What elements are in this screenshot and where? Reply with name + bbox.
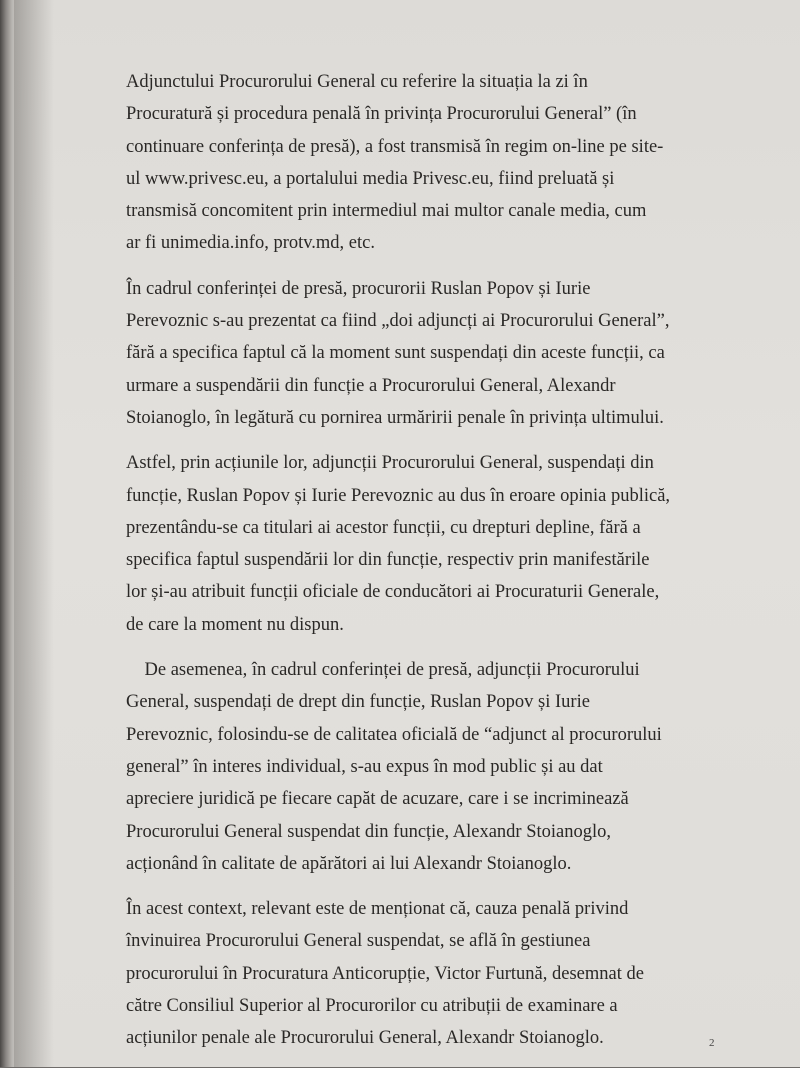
text-line: Procurorului General suspendat din funcție, Alexandr Stoianoglo, [126, 821, 612, 842]
text-line: Astfel, prin acțiunile lor, adjuncții Procurorului General, suspendați din [126, 453, 654, 474]
text-line: specifica faptul suspendării lor din funcție, respectiv prin manifestările [126, 550, 650, 571]
paragraph [126, 273, 726, 434]
text-line: fără a specifica faptul că la moment sunt suspendați din aceste funcții, ca [126, 343, 665, 364]
text-line: către Consiliul Superior al Procurorilor cu atribuții de examinare a [126, 996, 618, 1017]
text-line: acționând în calitate de apărători ai lui Alexandr Stoianoglo. [126, 853, 572, 874]
page-edge-shadow [14, 0, 54, 1067]
text-line: ar fi unimedia.info, protv.md, etc. [126, 233, 375, 254]
text-line: continuare conferința de presă), a fost transmisă în regim on-line pe site- [126, 136, 664, 157]
text-line: acțiunilor penale ale Procurorului General, Alexandr Stoianoglo. [126, 1028, 604, 1049]
text-line: învinuirea Procurorului General suspendat, se află în gestiunea [126, 931, 591, 952]
text-line: urmare a suspendării din funcție a Procurorului General, Alexandr [126, 375, 616, 396]
text-line: În cadrul conferinței de presă, procurorii Ruslan Popov și Iurie [126, 278, 591, 299]
text-line: lor și-au atribuit funcții oficiale de conducători ai Procuraturii Generale, [126, 582, 660, 603]
text-line: de care la moment nu dispun. [126, 614, 344, 635]
text-line: ul www.privesc.eu, a portalului media Privesc.eu, fiind preluată și [126, 168, 615, 189]
text-line: Procuratură și procedura penală în privința Procurorului General” (în [126, 104, 637, 125]
text-line: Perevoznic s-au prezentat ca fiind „doi adjuncți ai Procurorului General”, [126, 311, 670, 332]
text-line: prezentându-se ca titulari ai acestor funcții, cu drepturi depline, fără a [126, 517, 641, 538]
text-line: apreciere juridică pe fiecare capăt de acuzare, care i se incriminează [126, 789, 629, 810]
text-line: funcție, Ruslan Popov și Iurie Perevoznic au dus în eroare opinia publică, [126, 485, 671, 506]
paragraph [126, 447, 726, 641]
paragraph [126, 893, 726, 1054]
text-line: Perevoznic, folosindu-se de calitatea oficială de “adjunct al procurorului [126, 724, 662, 745]
text-line: De asemenea, în cadrul conferinței de presă, adjuncții Procurorului [126, 660, 640, 681]
text-line: Stoianoglo, în legătură cu pornirea urmăririi penale în privința ultimului. [126, 407, 664, 428]
page-number: 2 [709, 1037, 715, 1049]
paragraph [126, 654, 726, 880]
text-line: General, suspendați de drept din funcție, Ruslan Popov și Iurie [126, 692, 590, 713]
text-line: general” în interes individual, s-au expus în mod public și au dat [126, 756, 603, 777]
text-line: În acest context, relevant este de menționat că, cauza penală privind [126, 899, 629, 920]
text-line: transmisă concomitent prin intermediul mai multor canale media, cum [126, 201, 647, 222]
text-line: procurorului în Procuratura Anticorupție, Victor Furtună, desemnat de [126, 963, 644, 984]
paragraph [126, 66, 726, 260]
document-body [126, 66, 726, 1068]
text-line: Adjunctului Procurorului General cu referire la situația la zi în [126, 72, 588, 92]
